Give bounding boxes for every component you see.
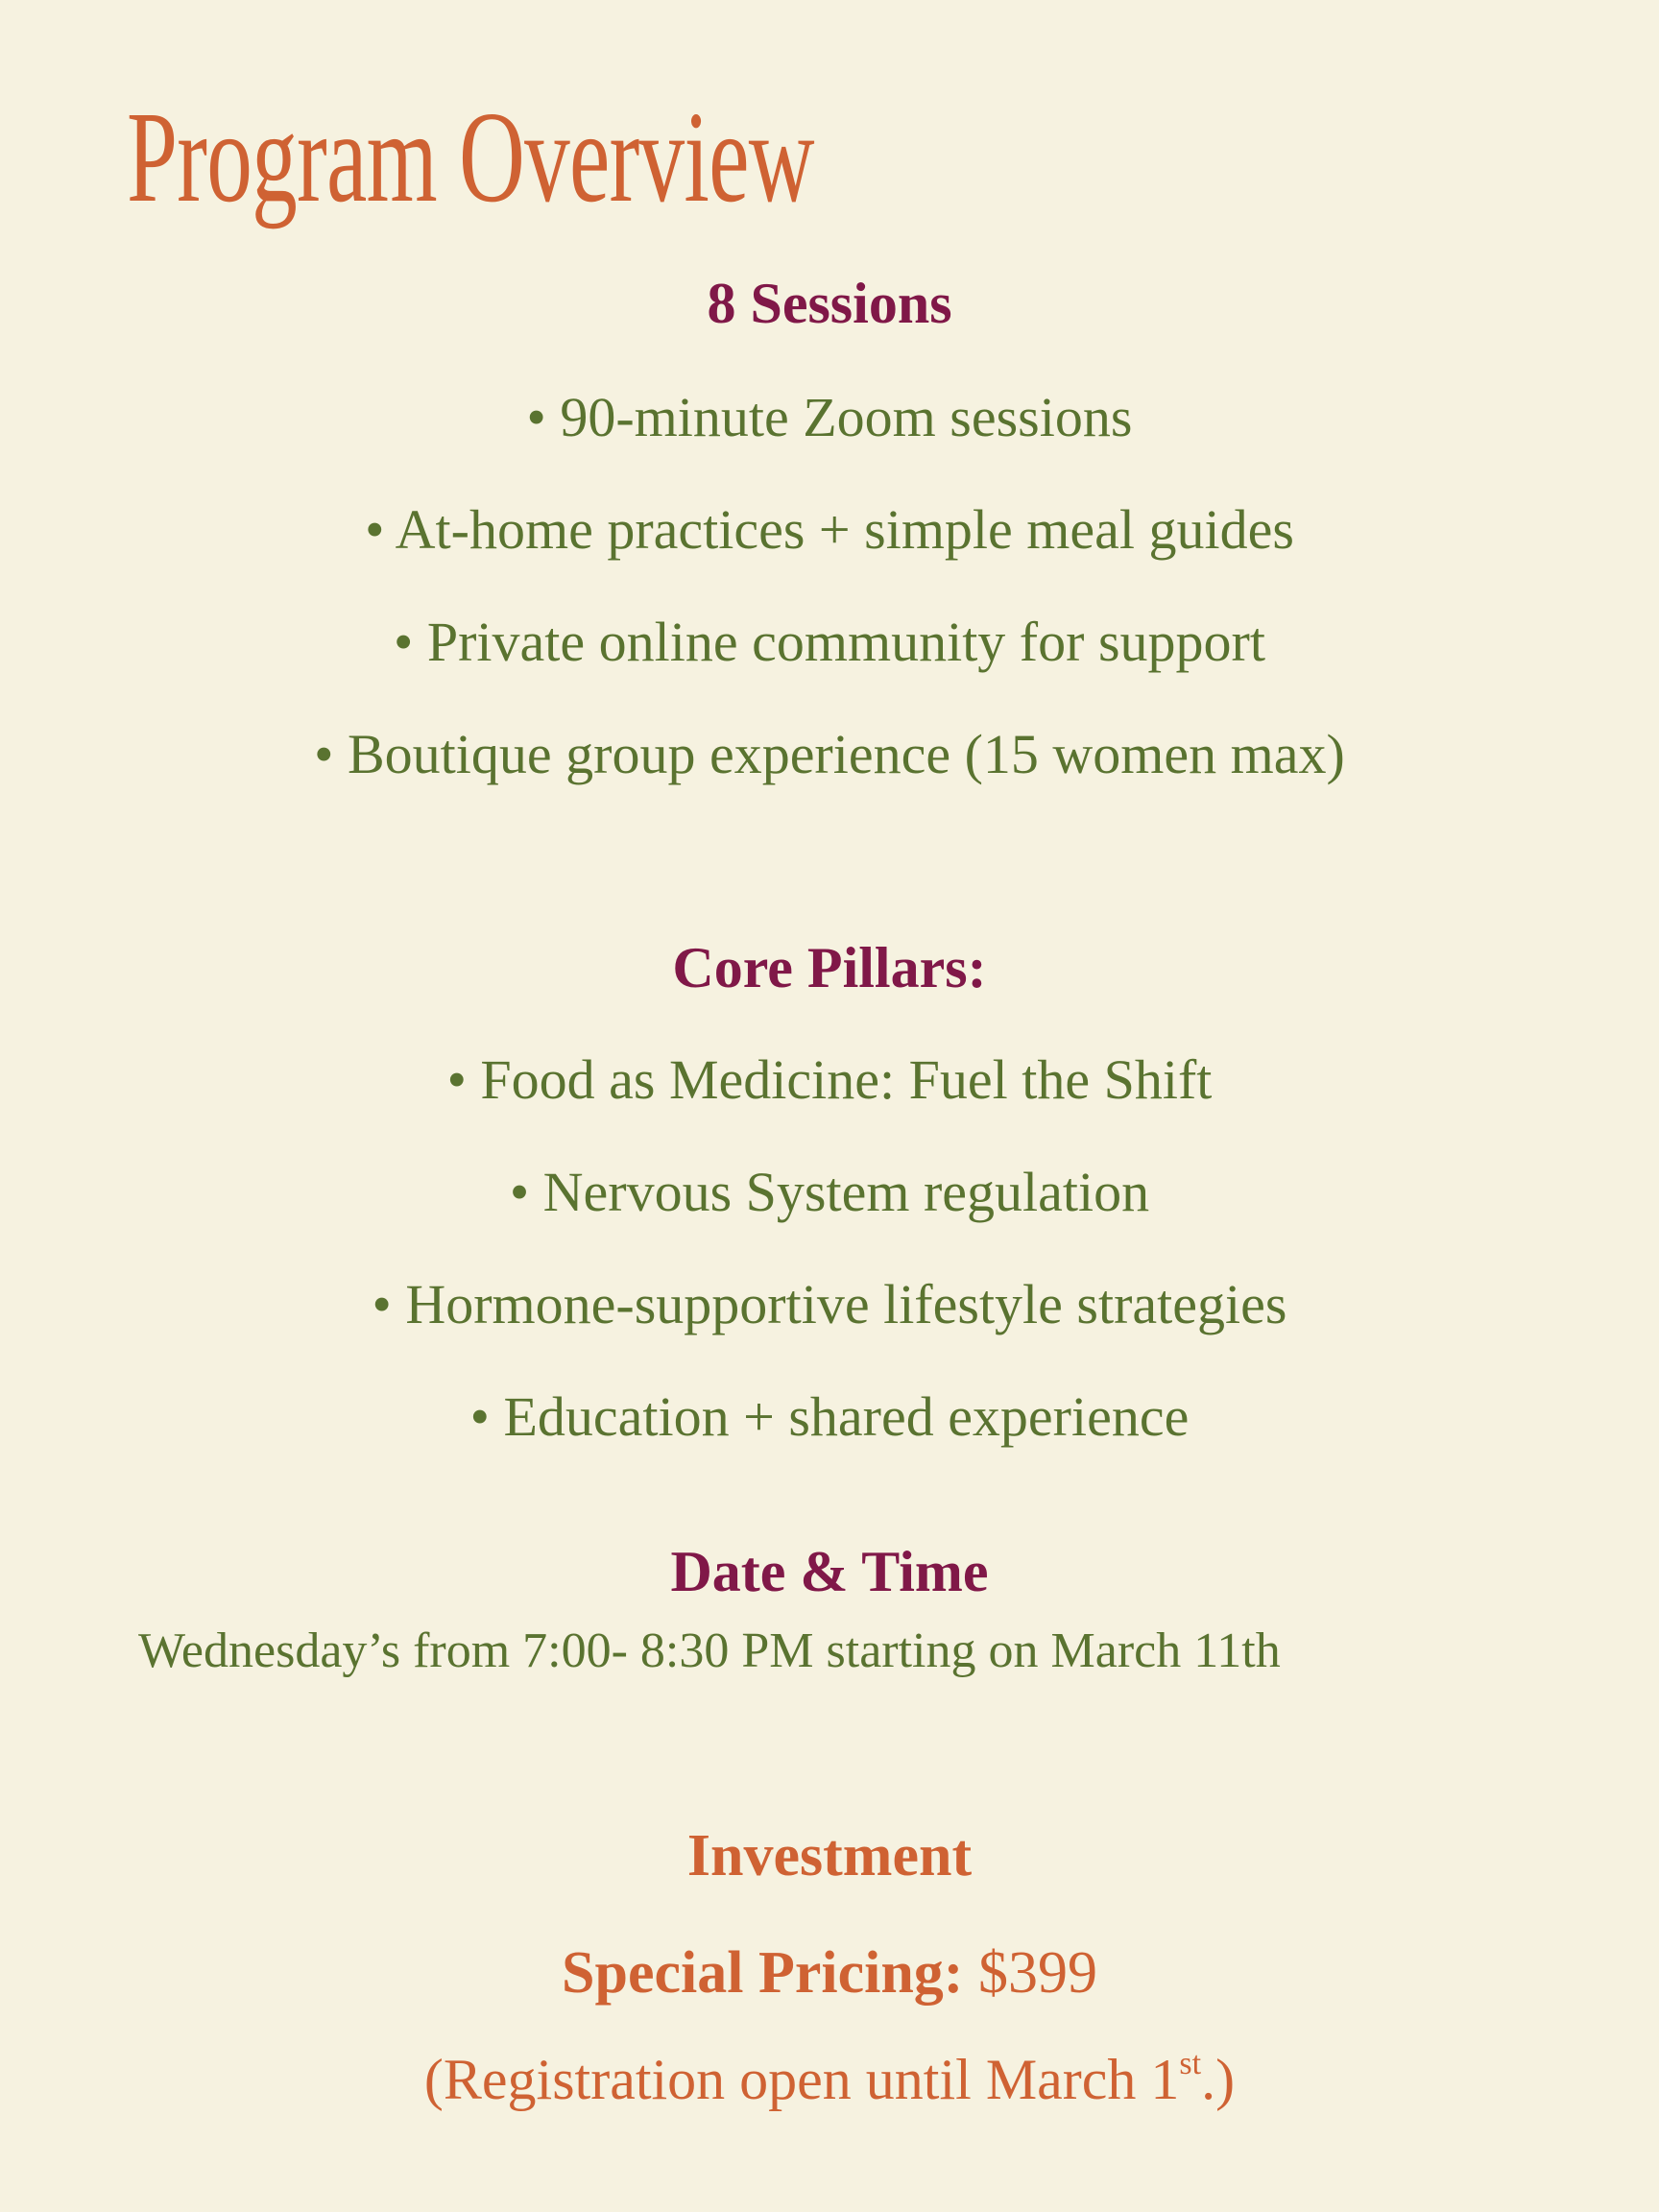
pillars-item: • Education + shared experience: [469, 1385, 1190, 1448]
registration-text: (Registration open until March 1: [423, 2048, 1180, 2111]
pricing-label: Special Pricing:: [562, 1940, 964, 2006]
sessions-heading: 8 Sessions: [707, 272, 952, 335]
pillars-item: • Food as Medicine: Fuel the Shift: [446, 1048, 1213, 1111]
investment-heading: Investment: [686, 1823, 973, 1888]
registration-note: [0, 2046, 1659, 2111]
schedule-heading: Date & Time: [670, 1540, 989, 1603]
sessions-item: • At-home practices + simple meal guides: [365, 498, 1294, 561]
registration-suffix: .): [1201, 2048, 1236, 2111]
sessions-item: • Private online community for support: [394, 611, 1265, 673]
sessions-item: • 90-minute Zoom sessions: [526, 386, 1133, 448]
price-value: $399: [963, 1940, 1097, 2006]
registration-ordinal: st: [1179, 2046, 1202, 2081]
page-title: Program Overview: [127, 85, 814, 229]
schedule-text: Wednesday’s from 7:00- 8:30 PM starting on March 11th: [138, 1623, 1281, 1678]
pillars-item: • Hormone-supportive lifestyle strategies: [372, 1273, 1287, 1335]
sessions-item: • Boutique group experience (15 women max): [314, 723, 1345, 785]
pricing-line: [0, 1940, 1659, 2006]
pillars-heading: Core Pillars:: [672, 936, 987, 999]
pillars-item: • Nervous System regulation: [509, 1161, 1150, 1223]
